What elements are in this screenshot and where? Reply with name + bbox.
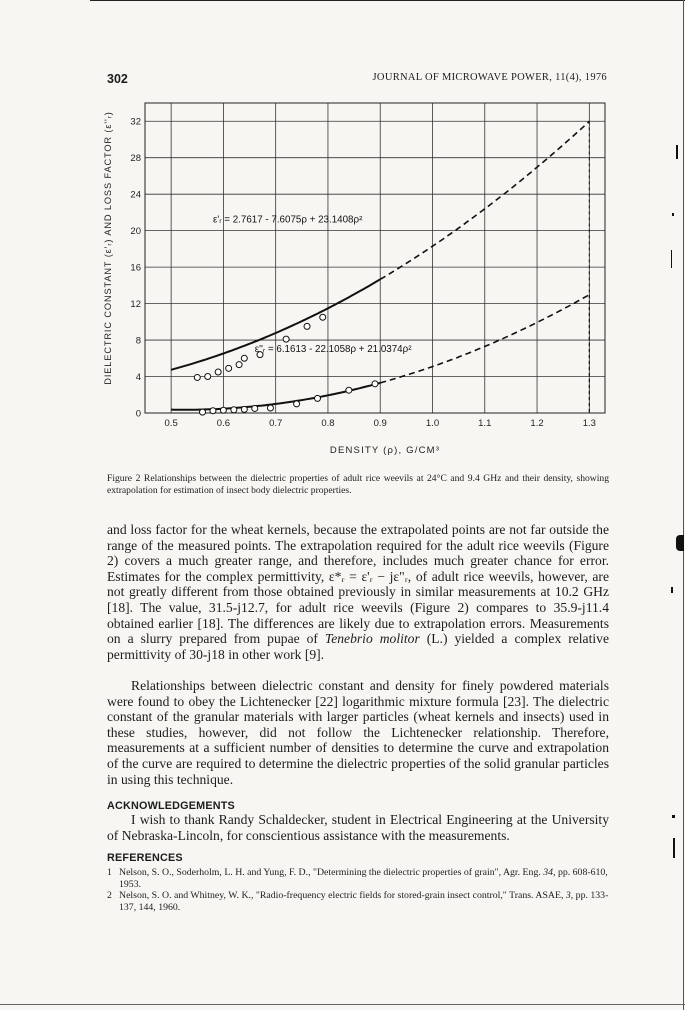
margin-speck: [672, 815, 675, 818]
data-point: [304, 323, 310, 329]
p2-text: Relationships between dielectric constant and density for finely powdered materials were found to obey the Lichtenecker [22] logarithmic mixture formula [23]. The dielectric constant of the granular materials with larger particles (wheat kernels and insects) used in these studies, however, did not follow the Lichtenecker relationship. Therefore, measurements at a sufficient number of densities to determine the curve and extrapolation of the curve are required to determine the dielectric properties of the solid granular particles in using this technique.: [107, 678, 609, 787]
margin-speck: [671, 250, 672, 268]
x-tick-label: 1.2: [530, 418, 544, 429]
species-name: Tenebrio molitor: [324, 631, 420, 647]
curve-equation-label: ε'ᵣ = 2.7617 - 7.6075ρ + 23.1408ρ²: [212, 214, 363, 226]
y-tick-label: 32: [130, 116, 141, 128]
data-point: [194, 374, 200, 380]
acknowledgements-text: I wish to thank Randy Schaldecker, student in Electrical Engineering at the University of Nebraska-Lincoln, for conscientious assistance with the measurements.: [107, 812, 609, 843]
y-tick-label: 4: [135, 372, 141, 384]
y-tick-label: 16: [130, 262, 141, 274]
y-tick-label: 12: [130, 299, 141, 311]
x-tick-label: 0.7: [269, 418, 283, 429]
data-point: [200, 409, 206, 415]
data-point: [267, 405, 273, 411]
figure-2-chart: [95, 98, 615, 460]
data-point: [283, 336, 289, 342]
y-tick-label: 8: [135, 335, 141, 347]
x-tick-label: 1.0: [425, 418, 440, 429]
data-point: [294, 401, 300, 407]
data-point: [215, 369, 221, 375]
chart-axes: [145, 103, 605, 413]
x-tick-label: 1.1: [478, 418, 492, 429]
references-heading: REFERENCES: [107, 852, 183, 864]
top-scan-edge: [90, 0, 685, 1]
y-tick-label: 24: [130, 189, 141, 201]
page-number: 302: [107, 72, 128, 86]
data-point: [205, 374, 211, 380]
bottom-scan-edge: [0, 1004, 685, 1005]
margin-speck: [676, 145, 678, 159]
x-tick-label: 0.8: [321, 418, 335, 429]
data-point: [372, 381, 378, 387]
y-tick-label: 28: [130, 153, 141, 165]
data-point: [210, 408, 216, 414]
chart-labels: [103, 111, 596, 456]
body-paragraph-1: [107, 522, 609, 662]
data-point: [220, 407, 226, 413]
x-tick-label: 0.5: [164, 418, 178, 429]
x-axis-label: DENSITY (ρ), G/CM³: [329, 445, 441, 456]
data-point: [231, 407, 237, 413]
figure-caption: Figure 2 Relationships between the dielectric properties of adult rice weevils at 24°C and 9.4 GHz and their density, showing extrapolation for estimation of insect body dielectric properties.: [107, 473, 609, 496]
reference-item: 1 Nelson, S. O., Soderholm, L. H. and Yung, F. D., "Determining the dielectric properties of grain", Agr. Eng. 34, pp. 608-610, 1953.: [107, 867, 608, 890]
right-scan-edge: [683, 0, 684, 1010]
reference-item: 2 Nelson, S. O. and Whitney, W. K., "Radio-frequency electric fields for stored-grain insect control," Trans. ASAE, 3, pp. 133-137, 144, 1960.: [107, 890, 609, 913]
data-point: [320, 314, 326, 320]
data-point: [241, 355, 247, 361]
data-point: [236, 362, 242, 368]
margin-speck: [671, 587, 673, 593]
data-point: [226, 365, 232, 371]
y-tick-label: 20: [130, 226, 141, 238]
y-tick-label: 0: [135, 408, 141, 420]
x-tick-label: 1.3: [582, 418, 596, 429]
references-list: [107, 867, 609, 913]
data-point: [315, 395, 321, 401]
acknowledgements-heading: ACKNOWLEDGEMENTS: [107, 800, 235, 812]
running-head: JOURNAL OF MICROWAVE POWER, 11(4), 1976: [372, 72, 607, 83]
x-tick-label: 0.6: [216, 418, 231, 429]
chart-grid: [145, 103, 605, 413]
curve-equation-label: ε''ᵣ = 6.1613 - 22.1058ρ + 21.0374ρ²: [254, 343, 412, 355]
margin-speck: [676, 535, 684, 551]
margin-speck: [673, 838, 675, 858]
plot-frame: [145, 103, 605, 413]
margin-speck: [672, 213, 674, 216]
body-paragraph-2: [107, 678, 609, 787]
x-tick-label: 0.9: [373, 418, 387, 429]
data-point: [241, 406, 247, 412]
p1-text: and loss factor for the wheat kernels, because the extrapolated points are not far outside the range of the measured points. The extrapolation required for the adult rice weevils (Figure 2) covers a much greater range, and therefore, includes much greater chance for error. Estimates for the complex permittivity, ε*ᵣ = ε'ᵣ − jε"ᵣ, of adult rice weevils, however, are not greatly different from those obtained previously in similar measurements at 10.2 GHz [18]. The value, 31.5-j12.7, for adult rice weevils (Figure 2) compares to 35.9-j11.4 obtained earlier [18]. The differences are likely due to extrapolation errors. Measurements on a slurry prepared from pupae of: [107, 522, 609, 647]
y-axis-label: DIELECTRIC CONSTANT (ε'ᵣ) AND LOSS FACTOR (ε''ᵣ): [103, 111, 113, 385]
data-point: [346, 387, 352, 393]
data-point: [252, 405, 258, 411]
p1-end: (L.) yielded a complex relative permittivity of 30-j18 in other work [9].: [107, 631, 609, 662]
